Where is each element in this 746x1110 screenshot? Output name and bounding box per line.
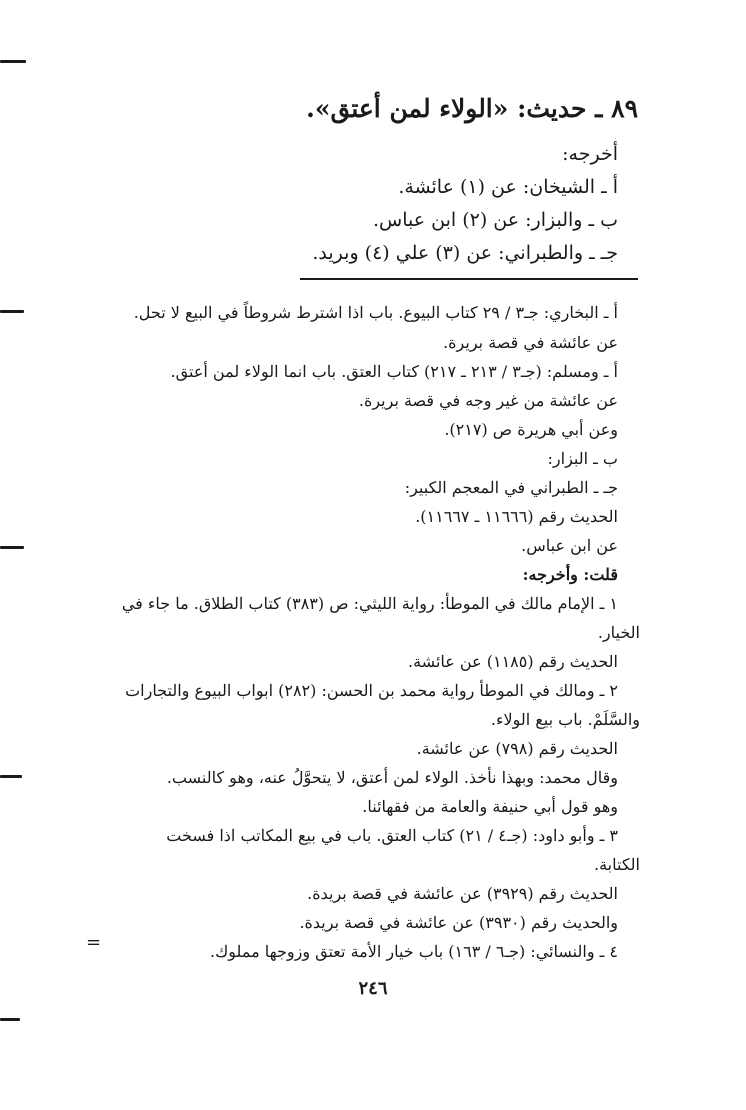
- footnote-line: ٣ ـ وأبو داود: (جـ٤ / ٢١) كتاب العتق. باب في بيع المكاتب اذا فسخت: [166, 826, 618, 845]
- footnote-separator: [300, 278, 638, 280]
- footnote-line: ٢ ـ ومالك في الموطأ رواية محمد بن الحسن: (٢٨٢) ابواب البيوع والتجارات: [125, 681, 618, 700]
- footnote-line: ١ ـ الإمام مالك في الموطأ: رواية الليثي: ص (٣٨٣) كتاب الطلاق. ما جاء في: [121, 594, 618, 613]
- footnote-line: قلت: وأخرجه:: [522, 565, 618, 584]
- scan-edge-mark: [0, 1018, 20, 1021]
- footnote-line: الحديث رقم (٣٩٢٩) عن عائشة في قصة بريدة.: [307, 884, 618, 903]
- footnote-line: الحديث رقم (٧٩٨) عن عائشة.: [416, 739, 618, 758]
- scan-edge-mark: [0, 310, 24, 313]
- footnote-line: الكتابة.: [594, 855, 640, 874]
- footnote-line: جـ ـ الطبراني في المعجم الكبير:: [404, 478, 618, 497]
- continuation-mark: =: [86, 932, 102, 953]
- takhrij-item: أ ـ الشيخان: عن (١) عائشة.: [398, 176, 618, 198]
- footnote-line: وعن أبي هريرة ص (٢١٧).: [444, 420, 618, 439]
- footnote-line: عن عائشة من غير وجه في قصة بريرة.: [358, 391, 618, 410]
- footnote-line: أ ـ البخاري: جـ٣ / ٢٩ كتاب البيوع. باب اذا اشترط شروطاً في البيع لا تحل.: [133, 303, 618, 322]
- takhrij-item: ب ـ والبزار: عن (٢) ابن عباس.: [373, 209, 618, 231]
- footnote-line: الحديث رقم (١١٦٦٦ ـ ١١٦٦٧).: [415, 507, 618, 526]
- footnote-line: والحديث رقم (٣٩٣٠) عن عائشة في قصة بريدة.: [299, 913, 618, 932]
- footnote-line: والسَّلَمْ. باب بيع الولاء.: [490, 710, 640, 729]
- page-number: ٢٤٦: [358, 978, 388, 999]
- scan-edge-mark: [0, 60, 26, 63]
- footnote-line: ٤ ـ والنسائي: (جـ٦ / ١٦٣) باب خيار الأمة تعتق وزوجها مملوك.: [209, 942, 618, 961]
- scan-edge-mark: [0, 546, 24, 549]
- footnote-line: الخيار.: [597, 623, 640, 642]
- footnote-line: وهو قول أبي حنيفة والعامة من فقهائنا.: [362, 797, 618, 816]
- footnote-line: الحديث رقم (١١٨٥) عن عائشة.: [408, 652, 618, 671]
- footnote-line: وقال محمد: وبهذا نأخذ. الولاء لمن أعتق، لا يتحوَّلُ عنه، وهو كالنسب.: [166, 768, 618, 787]
- footnote-line: عن عائشة في قصة بريرة.: [443, 333, 618, 352]
- takhrij-item: جـ ـ والطبراني: عن (٣) علي (٤) وبريد.: [312, 242, 618, 264]
- scan-edge-mark: [0, 775, 22, 778]
- footnote-line: أ ـ ومسلم: (جـ٣ / ٢١٣ ـ ٢١٧) كتاب العتق. باب انما الولاء لمن أعتق.: [170, 362, 618, 381]
- footnote-line: عن ابن عباس.: [521, 536, 618, 555]
- takhrij-intro: أخرجه:: [562, 143, 618, 165]
- hadith-heading: ٨٩ ـ حديث: «الولاء لمن أعتق».: [306, 94, 638, 123]
- footnote-line: ب ـ البزار:: [547, 449, 618, 468]
